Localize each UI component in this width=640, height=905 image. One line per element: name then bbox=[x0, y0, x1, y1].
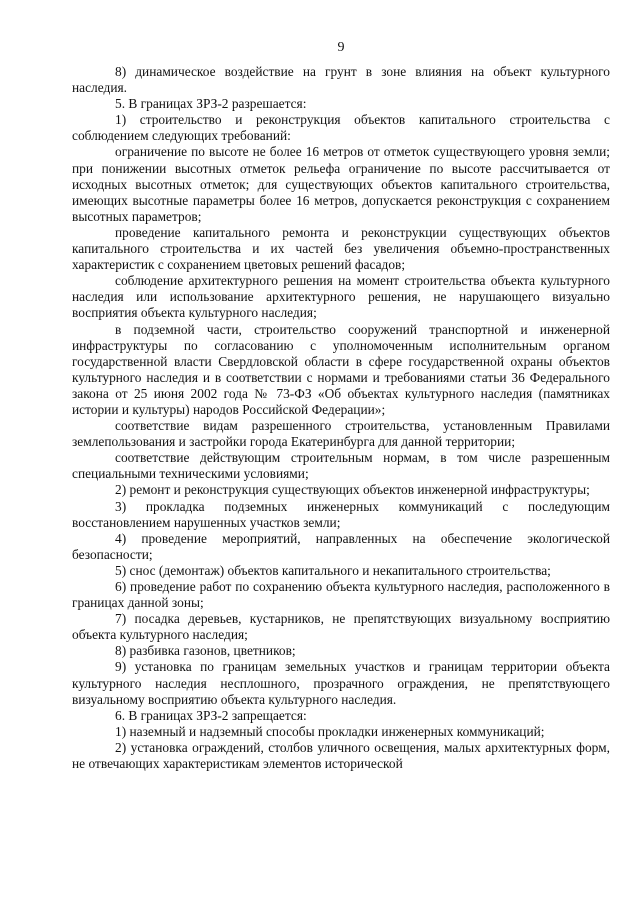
paragraph: 9) установка по границам земельных участков и границам территории объекта культурного наследия несплошного, прозрачного ограждения, не препятствующего визуальному восприятию объекта культурного наследия. bbox=[72, 659, 610, 707]
paragraph: 4) проведение мероприятий, направленных на обеспечение экологической безопасности; bbox=[72, 530, 610, 562]
paragraph: 8) динамическое воздействие на грунт в зоне влияния на объект культурного наследия. bbox=[72, 64, 610, 96]
paragraph: 1) строительство и реконструкция объектов капитального строительства с соблюдением следующих требований: bbox=[72, 112, 610, 144]
paragraph: ограничение по высоте не более 16 метров от отметок существующего уровня земли; при понижении высотных отметок рельефа ограничение по высоте рассчитывается от исходных высотных отметок; для существующих объектов капитального строительства, имеющих высотные параметры более 16 метров, допускается реконструкция с сохранением высотных параметров; bbox=[72, 144, 610, 224]
paragraph: проведение капитального ремонта и реконструкции существующих объектов капитального строительства и их частей без увеличения объемно-пространственных характеристик с сохранением цветовых решений фасадов; bbox=[72, 224, 610, 273]
paragraph: 5) снос (демонтаж) объектов капитального и некапитального строительства; bbox=[115, 562, 551, 578]
paragraph: 8) разбивка газонов, цветников; bbox=[115, 643, 296, 659]
paragraph: 2) ремонт и реконструкция существующих объектов инженерной инфраструктуры; bbox=[115, 482, 590, 498]
paragraph: соблюдение архитектурного решения на момент строительства объекта культурного наследия или использование архитектурного решения, не нарушающего визуально восприятия объекта культурного наследия; bbox=[72, 273, 610, 321]
paragraph: соответствие действующим строительным нормам, в том числе разрешенным специальными техническими условиями; bbox=[72, 450, 610, 482]
paragraph: 6. В границах ЗРЗ-2 запрещается: bbox=[115, 707, 307, 723]
paragraph: 7) посадка деревьев, кустарников, не препятствующих визуальному восприятию объекта культурного наследия; bbox=[72, 611, 610, 643]
paragraph: 2) установка ограждений, столбов уличного освещения, малых архитектурных форм, не отвечающих характеристикам элементов исторической bbox=[72, 739, 610, 772]
paragraph: 1) наземный и надземный способы прокладки инженерных коммуникаций; bbox=[115, 723, 545, 739]
paragraph: 6) проведение работ по сохранению объекта культурного наследия, расположенного в границах данной зоны; bbox=[72, 579, 610, 611]
page-number: 9 bbox=[337, 40, 345, 55]
paragraph: 5. В границах ЗРЗ-2 разрешается: bbox=[115, 96, 307, 112]
paragraph: в подземной части, строительство сооружений транспортной и инженерной инфраструктуры по согласованию с уполномоченным исполнительным органом государственной власти Свердловской области в сфере государственной охраны объектов культурного наследия и в соответствии с нормами и требованиями статьи 36 Федерального закона от 25 июня 2002 года № 73-ФЗ «Об объектах культурного наследия (памятниках истории и культуры) народов Российской Федерации»; bbox=[72, 321, 610, 417]
paragraph: соответствие видам разрешенного строительства, установленным Правилами землепользования и застройки города Екатеринбурга для данной территории; bbox=[72, 418, 610, 450]
document-body bbox=[72, 64, 610, 772]
paragraph: 3) прокладка подземных инженерных коммуникаций с последующим восстановлением нарушенных участков земли; bbox=[72, 498, 610, 530]
